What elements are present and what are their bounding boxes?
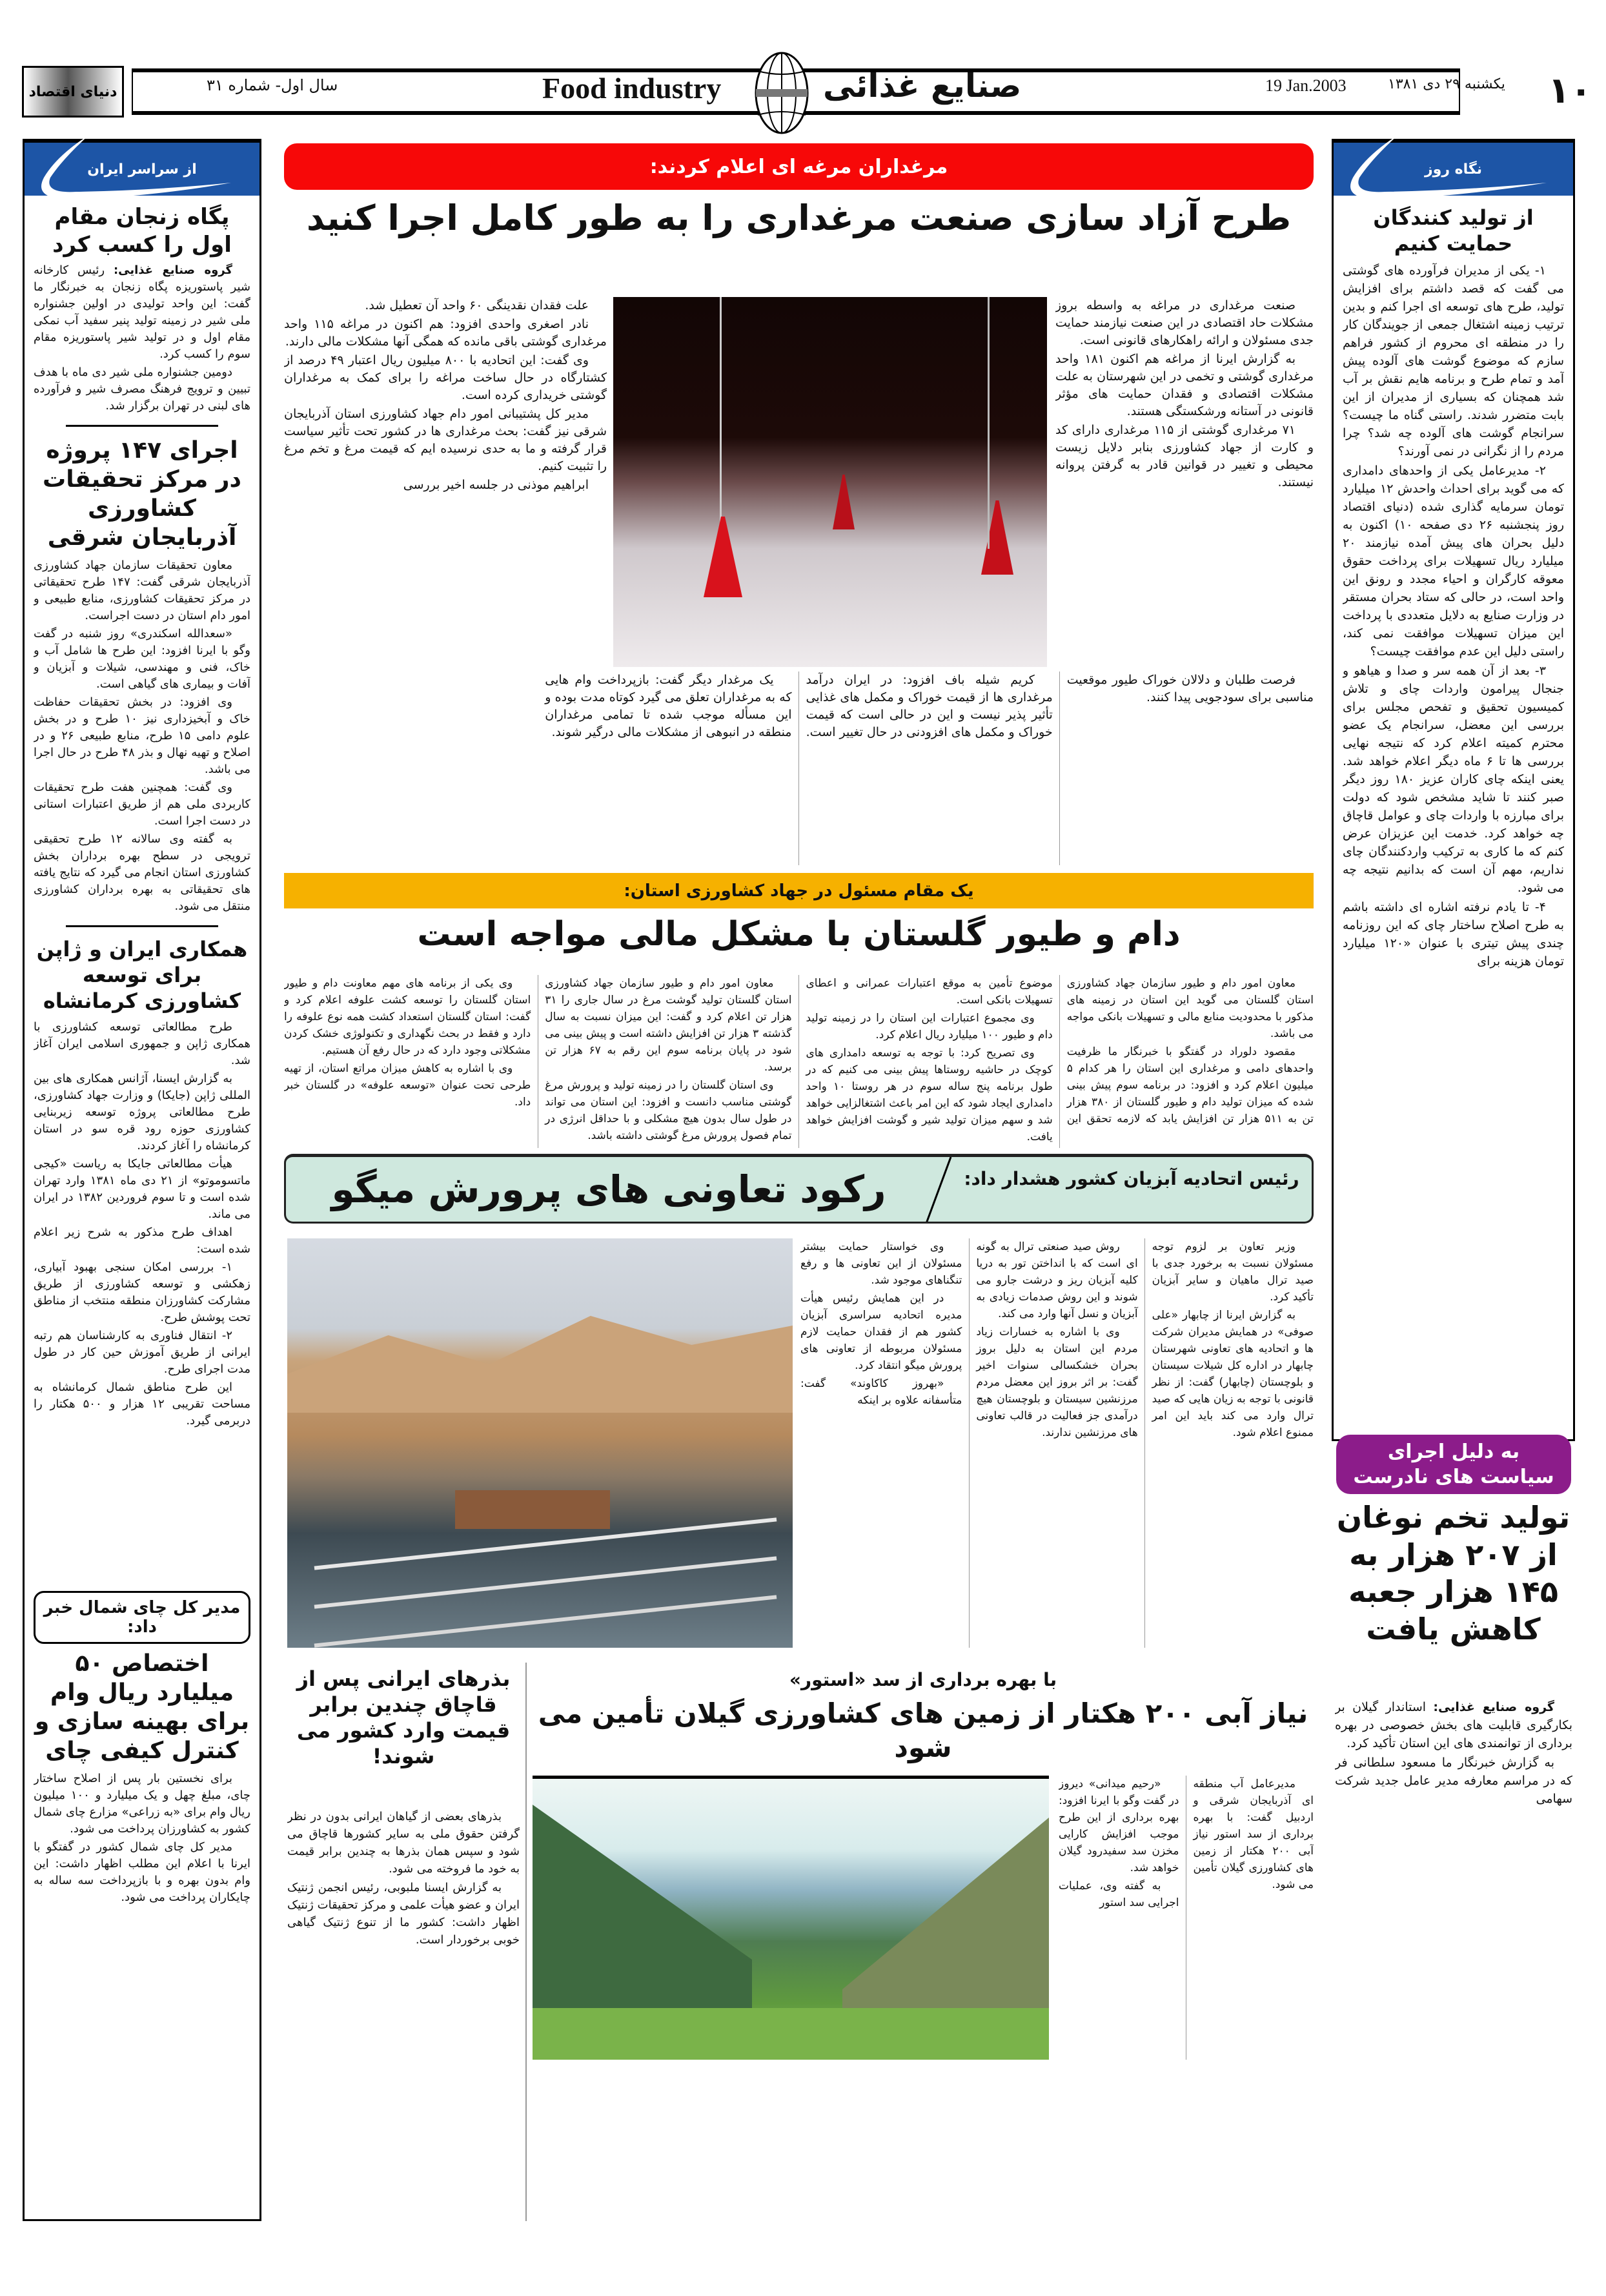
shrimp-farm-photo <box>287 1238 793 1648</box>
article-iran-japan <box>34 1019 250 1587</box>
paragraph: وی خواستار حمایت بیشتر مسئولان از این تعاونی ها و رفع تنگناهای موجود شد. <box>800 1240 962 1287</box>
paragraph: روش صید صنعتی ترال به گونه ای است که با انداختن تور به دریا کلیه آبزیان ریز و درشت جارو می شوند و این روش صدمات زیادی به آبزیان و نسل آنها وارد می کند. <box>976 1240 1138 1320</box>
paragraph: اهداف طرح مذکور به شرح زیر اعلام شده است: <box>34 1225 250 1256</box>
kicker-tea: مدیر کل چای شمال خبر داد: <box>34 1591 250 1644</box>
feeder-icon <box>704 517 742 597</box>
paragraph: برای نخستین بار پس از اصلاح ساختار چای، مبلغ چهل و یک میلیارد و ۱۰۰ میلیون ریال وام برای «به زراعی» مزارع چای شمال کشور به کشاورزان پرداخت می شود. <box>34 1772 250 1836</box>
article-tea-loan <box>34 1770 250 1907</box>
headline-poultry: طرح آزاد سازی صنعت مرغداری را به طور کامل اجرا کنید <box>306 198 1292 238</box>
section-title-fa: صنایع غذائی <box>823 67 1022 105</box>
paragraph: بذرهای بعضی از گیاهان ایرانی بدون در نظر گرفتن حقوق ملی به سایر کشورها قاچاق می شود و سپس همان بذرها به چندین برابر قیمت به خود ما فروخته می شود. <box>287 1810 520 1876</box>
article-nogan <box>1335 1698 1572 2221</box>
paragraph: وی گفت: همچنین هفت طرح تحقیقات کاربردی ملی هم از طریق اعتبارات استانی در دست اجرا است. <box>34 781 250 828</box>
section-band-daily-view <box>1334 143 1573 196</box>
article-pegah <box>34 262 250 416</box>
page-number: ۱۰ <box>1548 70 1592 112</box>
logo-text: دنیای اقتصاد <box>28 83 117 100</box>
paragraph: ۳- بعد از آن همه سر و صدا و هیاهو و جنجال پیرامون واردات چای و تلاش کمیسیون تحقیق و تفحص مجلس برای بررسی این معضل، سرانجام یک عضو محترم کمیته اعلام کرد که نتیجه نهایی بررسی ها تا ۶ ماه دیگر اعلام خواهد شد. یعنی اینکه چای کاران عزیز ۱۸۰ روز دیگر صبر کنند تا شاید مشخص شود که دولت برای مبارزه با واردات چای و عوامل قاچاق چه خواهد کرد. خدمت این عزیزان عرض کنم که ما کاری به ترکیب واردکنندگان چای نداریم، مهم آن است که بدانیم نتیجه چه می شود. <box>1343 664 1564 895</box>
poultry-farm-photo <box>613 297 1047 667</box>
paragraph: دومین جشنواره ملی شیر دی ماه با هدف تبیین و ترویج فرهنگ مصرف شیر و فرآورده های لبنی در تهران برگزار شد. <box>34 365 250 413</box>
paragraph: وی افزود: در بخش تحقیقات حفاظت خاک و آبخیزداری نیز ۱۰ طرح و در بخش علوم دامی ۱۵ طرح، منابع طبیعی ۲۶ و در اصلاح و تهیه نهال و بذر ۴۸ طرح در حال اجرا می باشد. <box>34 695 250 776</box>
article-lead: گروه صنایع غذایی: <box>1433 1700 1554 1714</box>
paragraph: وی با اشاره به خسارات زیاد مردم این استان به دلیل بروز بحران خشکسالی سنوات اخیر گفت: بر اثر بروز این معضل مردم مرزنشین سیستان و بلوچستان هیچ درآمدی جز فعالیت در قالب تعاونی های مرزنشین ندارند. <box>976 1326 1138 1439</box>
paragraph: مقصود دلوراد در گفتگو با خبرنگار ما ظرفیت واحدهای دامی و مرغداری این استان را هر کدام ۵ میلیون اعلام کرد و افزود: در برنامه سوم پیش بینی شده که میزان تولید دام و طیور گلستان از ۳۸۰ هزار تن به ۵۱۱ هزار تن افزایش یابد که لازمه تحقق این موضوع تأمین به موقع اعتبارات عمرانی و اعطای تسهیلات بانکی است. <box>806 977 1314 1125</box>
paragraph: وی با اشاره به کاهش میزان مراتع استان، از تهیه طرحی تحت عنوان «توسعه علوفه» در گلستان خبر داد. <box>284 1062 531 1109</box>
globe-icon <box>754 52 809 134</box>
paragraph: وی مجموع اعتبارات این استان را در زمینه تولید دام و طیور ۱۰۰ میلیارد ریال اعلام کرد. <box>806 1012 1053 1041</box>
article-poultry-right <box>1055 297 1314 667</box>
shrimp-headline-box <box>284 1154 1314 1224</box>
paragraph: ۲- مدیرعامل یکی از واحدهای دامداری که می گوید برای احداث واحدش ۱۲ میلیارد تومان سرمایه گذاری شده (دنیای اقتصاد روز پنجشنبه ۲۶ دی صفحه ۱۰) اکنون به دلیل بحران های پیش آمده نیازمند ۲۰ میلیارد ریال تسهیلات برای پرداخت حقوق معوقه کارگران و احیاء مجدد و رونق این واحد است، در حالی که ستاد بحران مستقر در وزارت صنایع به دلایل متعددی با پرداخت این میزان تسهیلات موافقت نمی کند، راستی دلیل این عدم موافقت چیست؟ <box>1343 464 1564 659</box>
section-band-across-iran <box>25 143 259 196</box>
paragraph: به گزارش ایرنا از چابهار «علی صوفی» در همایش مدیران شرکت ها و اتحادیه های تعاونی شهرستان چابهار در اداره کل شیلات سیستان و بلوچستان (چابهار) گفت: از نظر قانونی با توجه به زیان هایی که صید ترال وارد می کند باید این امر ممنوع اعلام شود. <box>1152 1309 1314 1439</box>
headline-147-projects: اجرای ۱۴۷ پروژه در مرکز تحقیقات کشاورزی آذربایجان شرقی <box>43 437 241 551</box>
kicker-nogan: به دلیل اجرای سیاست های نادرست <box>1336 1435 1571 1494</box>
paragraph: به گفته وی سالانه ۱۲ طرح تحقیقی ترویجی در سطح بهره برداران بخش کشاورزی استان انجام می گیرد که نتایج یافته های تحقیقاتی به بهره برداران کشاورزی منتقل می شود. <box>34 832 250 913</box>
paragraph: ۲- انتقال فناوری به کارشناسان هم رتبه ایرانی از طریق آموزش حین کار در طول مدت اجرای طرح. <box>34 1329 250 1376</box>
paragraph: صنعت مرغداری در مراغه به واسطه بروز مشکلات حاد اقتصادی در این صنعت نیازمند حمایت جدی مسئولان و ارائه راهکارهای قانونی است. <box>1055 298 1314 347</box>
headline-pegah: پگاه زنجان مقام اول را کسب کرد <box>52 204 232 258</box>
article-shrimp <box>800 1238 1314 1648</box>
article-147-projects <box>34 557 250 916</box>
headline-nogan: تولید تخم نوغان از ۲۰۷ هزار به ۱۴۵ هزار جعبه کاهش یافت <box>1336 1500 1570 1646</box>
paragraph: ۷۱ مرغداری گوشتی از ۱۱۵ مرغداری دارای کد و کارت از جهاد کشاورزی بنابر دلایل زیست محیطی و تغییر در قوانین قادر به گرفتن پروانه نیستند. <box>1055 423 1314 489</box>
paragraph: نادر اصغری واحدی افزود: هم اکنون در مراغه ۱۱۵ واحد مرغداری گوشتی باقی مانده که همگی آنها مشکلات مالی دارند. <box>284 317 607 349</box>
paragraph: این طرح مناطق شمال کرمانشاه به مساحت تقریبی ۱۲ هزار و ۵۰۰ هکتار را دربرمی گیرد. <box>34 1380 250 1428</box>
headline-tea-loan: اختصاص ۵۰ میلیارد ریال وام برای بهینه سازی و کنترل کیفی چای <box>34 1650 250 1764</box>
headline-shrimp: رکود تعاونی های پرورش میگو <box>331 1167 886 1211</box>
headline-gilan: نیاز آبی ۲۰۰ هکتار از زمین های کشاورزی گیلان تأمین می شود <box>538 1697 1308 1763</box>
headline-iran-japan: همکاری ایران و ژاپن برای توسعه کشاورزی کرمانشاه <box>36 937 248 1013</box>
paragraph: به گفته وی، عملیات اجرایی سد استور <box>1059 1880 1179 1909</box>
paragraph: طرح مطالعاتی توسعه کشاورزی با همکاری ژاپن و جمهوری اسلامی ایران آغاز شد. <box>34 1020 250 1067</box>
section-band-label: از سراسر ایران <box>87 161 197 178</box>
paragraph: کریم شیله باف افزود: در ایران درآمد مرغداری ها از قیمت خوراک و مکمل های غذایی تأثیر پذیر نیست و این در حالی است که قیمت خوراک و مکمل های افزودنی در حال تغییر است. <box>806 673 1053 739</box>
paragraph: معاون امور دام و طیور سازمان جهاد کشاورزی استان گلستان می گوید این استان در زمینه های مذکور با محدودیت منابع مالی و تسهیلات بانکی مواجه می باشد. <box>1066 977 1314 1040</box>
feeder-icon <box>833 475 855 529</box>
paragraph: مدیرعامل آب منطقه ای آذربایجان شرقی و اردبیل گفت: با بهره برداری از سد استور نیاز آبی ۲۰۰ هکتار از زمین های کشاورزی گیلان تأمین می شود. <box>1193 1778 1314 1891</box>
headline-golestan: دام و طیور گلستان با مشکل مالی مواجه است <box>417 915 1181 954</box>
editorial-box <box>1332 139 1575 1441</box>
section-band-label: نگاه روز <box>1425 161 1482 178</box>
paragraph: مدیر کل چای شمال کشور در گفتگو با ایرنا با اعلام این مطلب اظهار داشت: این وام بدون بهره و با بازپرداخت سه ساله به چایکاران پرداخت می شود. <box>34 1840 250 1904</box>
paragraph: هیأت مطالعاتی جایکا به ریاست «کیجی ماتسوموتو» از ۲۱ دی ماه ۱۳۸۱ وارد تهران شده است و تا سوم فروردین ۱۳۸۲ در ایران می ماند. <box>34 1157 250 1221</box>
gilan-landscape-photo <box>533 1776 1049 2060</box>
paragraph: «بهروز کاکاوند» گفت: متأسفانه علاوه بر اینکه <box>800 1377 962 1407</box>
paragraph: «سعدالله اسکندری» روز شنبه در گفت وگو با ایرنا افزود: این طرح ها شامل آب و خاک، فنی و مهندسی، شیلات و آبزیان و آفات و بیماری های گیاهی است. <box>34 627 250 691</box>
paragraph: وی گفت: این اتحادیه با ۸۰۰ میلیون ریال اعتبار ۴۹ درصد از کشتارگاه در حال ساخت مراغه را برای کمک به مرغداران گوشتی خریداری کرده است. <box>284 353 607 402</box>
paragraph: «رحیم میدانی» دیروز در گفت وگو با ایرنا افزود: بهره برداری از این طرح موجب افزایش کارایی مخزن سد سفیدرود گیلان خواهد شد. <box>1059 1778 1179 1874</box>
feeder-icon <box>981 500 1013 575</box>
paragraph: وی تصریح کرد: با توجه به توسعه دامداری های کوچک در حاشیه روستاها پیش بینی می کنیم که در طول برنامه پنج ساله سوم در هر روستا ۱۰ واحد دامداری ایجاد شود که این امر باعث اشتغالزایی خواهد شد و سهم میزان تولید شیر و گوشت افزایش خواهد یافت. <box>806 1047 1053 1143</box>
paragraph: به گزارش خبرنگار ما مسعود سلطانی فر که در مراسم معارفه مدیر عامل جدید شرکت سهامی <box>1335 1756 1572 1806</box>
paragraph: فرصت طلبان و دلالان خوراک طیور موقعیت مناسبی برای سودجویی پیدا کنند. <box>1066 673 1314 704</box>
divider <box>66 925 218 927</box>
paragraph: به گزارش ایسنا ملبوبی، رئیس انجمن ژنتیک ایران و عضو هیأت علمی و مرکز تحقیقات ژنتیک اظهار داشت: کشور ما از تنوع ژنتیک گیاهی خوبی برخوردار است. <box>287 1881 520 1947</box>
paragraph: رئیس کارخانه شیر پاستوریزه پگاه زنجان به خبرنگار ما گفت: این واحد تولیدی در اولین جشنواره ملی شیر در زمینه تولید پنیر سفید آب نمکی مقام اول و در تولید شیر پاستوریزه مقام سوم را کسب کرد. <box>34 263 250 361</box>
article-poultry-left <box>284 297 607 667</box>
paragraph: علت فقدان نقدینگی ۶۰ واحد آن تعطیل شد. <box>365 298 589 313</box>
paragraph: به گزارش ایرنا از مراغه هم اکنون ۱۸۱ واحد مرغداری گوشتی و تخمی در این شهرستان به علت مشکلات اقتصادی و فقدان حمایت های مؤثر قانونی در آستانه ورشکستگی هستند. <box>1055 352 1314 418</box>
article-seeds <box>287 1808 520 2221</box>
article-poultry-continued <box>284 671 1314 865</box>
paragraph: در این همایش رئیس هیأت مدیره اتحادیه سراسری آبزیان کشور هم از فقدان حمایت لازم مسئولان مربوطه از تعاونی های پرورش میگو انتقاد کرد. <box>800 1292 962 1372</box>
divider <box>66 425 218 427</box>
editorial-headline: از تولید کنندگان حمایت کنیم <box>1373 205 1534 256</box>
date-en: 19 Jan.2003 <box>1265 76 1347 95</box>
paragraph: وی استان گلستان را در زمینه تولید و پرورش مرغ گوشتی مناسب دانست و افزود: این استان می تواند در طول سال بدون هیچ مشکلی و با حداقل انرژی در تمام فصول پرورش مرغ گوشتی داشته باشد. <box>545 1079 792 1142</box>
paragraph: استاندار گیلان بر بکارگیری قابلیت های بخش خصوصی در بهره برداری از توانمندی های این استان تأکید کرد. <box>1335 1700 1572 1750</box>
paragraph: وزیر تعاون بر لزوم توجه مسئولان نسبت به برخورد جدی با صید ترال ماهیان و سایر آبزیان تأکید کرد. <box>1152 1240 1314 1304</box>
kicker-shrimp: رئیس اتحادیه آبزیان کشور هشدار داد: <box>964 1168 1299 1189</box>
paragraph: معاون امور دام و طیور سازمان جهاد کشاورزی استان گلستان تولید گوشت مرغ در سال جاری را ۳۱ هزار تن اعلام کرد و گفت: این میزان نسبت به سال گذشته ۳ هزار تن افزایش داشته است و پیش بینی می شود در پایان برنامه سوم این رقم به ۶۷ هزار تن برسد. <box>545 977 792 1074</box>
date-fa: یکشنبه ۲۹ دی ۱۳۸۱ <box>1388 76 1505 92</box>
issue-number: سال اول- شماره ۳۱ <box>207 76 338 94</box>
headline-seeds: بذرهای ایرانی پس از قاچاق چندین برابر قیمت وارد کشور می شوند! <box>296 1666 511 1768</box>
left-column <box>23 139 261 2221</box>
kicker-poultry-banner: مرغداران مرغه ای اعلام کردند: <box>284 143 1314 190</box>
kicker-golestan-banner: یک مقام مسئول در جهاد کشاورزی استان: <box>284 873 1314 908</box>
article-gilan <box>1059 1776 1314 2060</box>
column-rule <box>525 1663 527 2221</box>
paragraph: یک مرغدار دیگر گفت: بازپرداخت وام هایی که به مرغداران تعلق می گیرد کوتاه مدت بوده و این مسأله موجب شده تا تمامی مرغداران منطقه در انبوهی از مشکلات مالی درگیر شوند. <box>545 673 792 739</box>
newspaper-logo <box>22 66 124 118</box>
section-title-en: Food industry <box>542 72 722 105</box>
building <box>455 1490 610 1529</box>
editorial-body <box>1343 261 1564 1398</box>
article-lead: گروه صنایع غذایی: <box>113 263 232 277</box>
paragraph: معاون تحقیقات سازمان جهاد کشاورزی آذربایجان شرقی گفت: ۱۴۷ طرح تحقیقاتی در مرکز تحقیقات کشاورزی، منابع طبیعی و امور دام استان در دست اجراست. <box>34 559 250 622</box>
paragraph: ۴- تا یادم نرفته اشاره ای داشته باشم به طرح اصلاح ساختار چای که این روزنامه چندی پیش تیتری با عنوان «۱۲۰ میلیارد تومان هزینه برای <box>1343 900 1564 969</box>
paragraph: وی یکی از برنامه های مهم معاونت دام و طیور استان گلستان را توسعه کشت علوفه اعلام کرد و گفت: استان گلستان استعداد کشت همه نوع علوفه را دارد و فقط در بحث نگهداری و تکنولوژی خشک کردن مشکلاتی وجود دارد که در حال رفع آن هستیم. <box>284 977 531 1057</box>
kicker-gilan: با بهره برداری از سد «استور» <box>789 1669 1057 1690</box>
article-golestan <box>284 975 1314 1148</box>
paragraph: ۱- یکی از مدیران فرآورده های گوشتی می گفت که قصد داشتم برای افزایش تولید، طرح های توسعه ای اجرا کنم و بدین ترتیب زمینه اشتغال جمعی از جویندگان کار را در منطقه ای محروم از کشور فراهم سازم که موضوع گوشت های آلوده پیش آمد و تمام طرح و برنامه هایم نقش بر آب شد همچنان که بسیاری از مدیران از این بابت متضرر شدند. راستی گناه ما چیست؟ سرانجام گوشت های آلوده چه شد؟ چرا مردم را از نگرانی در نمی آورند؟ <box>1343 263 1564 458</box>
paragraph: مدیر کل پشتیبانی امور دام جهاد کشاورزی استان آذربایجان شرقی نیز گفت: بحث مرغداری ها در کشور تحت تأثیر سیاست قرار گرفته و ما به حدی نرسیده ایم که قیمت مرغ و تخم مرغ را تثبیت کنیم. <box>284 407 607 473</box>
paragraph: به گزارش ایسنا، آژانس همکاری های بین المللی ژاپن (جایکا) و وزارت جهاد کشاورزی، طرح مطالعاتی پروژه توسعه زیربنایی کشاورزی حوزه رود قره سو در استان کرمانشاه را آغاز کردند. <box>34 1072 250 1153</box>
paragraph: ابراهیم موذنی در جلسه اخیر بررسی <box>403 478 589 492</box>
paragraph: ۱- بررسی امکان سنجی بهبود آبیاری، زهکشی و توسعه کشاورزی از طریق مشارکت کشاورزان منطقه منتخب از مناطق تحت پوشش طرح. <box>34 1260 250 1324</box>
